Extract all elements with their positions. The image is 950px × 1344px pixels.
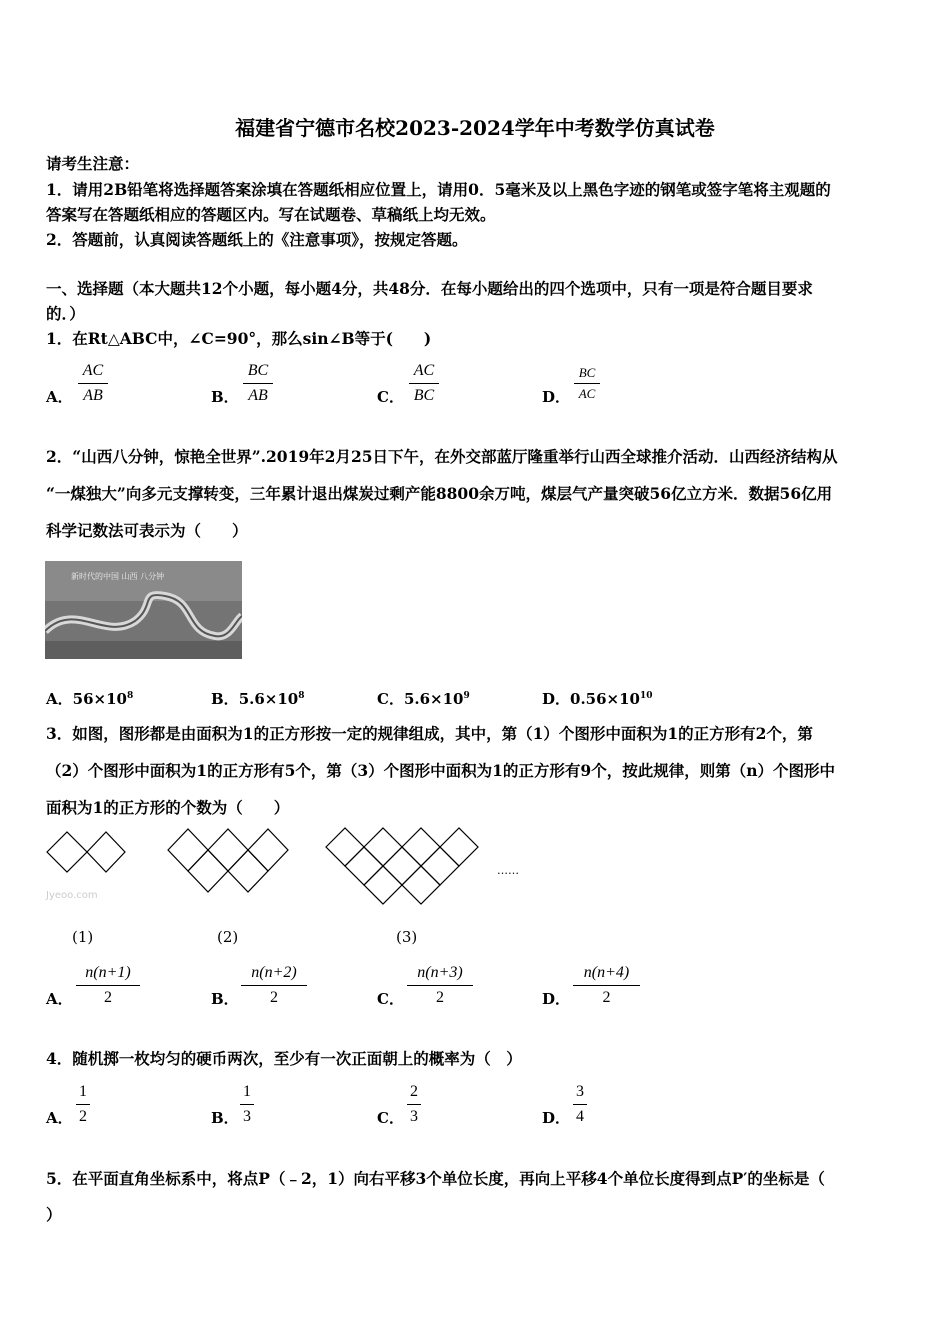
watermark: Jyeoo.com xyxy=(46,890,98,901)
q2-line-3: 科学记数法可表示为（ ） xyxy=(46,521,248,540)
q2-option-b: B．$5.6\times 10^8$ xyxy=(211,690,305,708)
q3-option-a-label: A． xyxy=(46,990,73,1008)
q4-option-a-fraction: 1 2 xyxy=(76,1081,90,1128)
q1-option-c-label: C． xyxy=(377,388,404,406)
q4-option-b-fraction: 1 3 xyxy=(240,1081,254,1128)
q2-option-c: C．$5.6\times 10^9$ xyxy=(377,690,470,708)
figure-label-1: (1) xyxy=(72,928,94,946)
q3-line-2: （2）个图形中面积为1的正方形有5个，第（3）个图形中面积为1的正方形有9个，按此规律，则第（n）个图形中 xyxy=(46,761,835,780)
q2-option-a: A．$56\times 10^8$ xyxy=(46,690,134,708)
section-heading-line-1: 一、选择题（本大题共12个小题，每小题4分，共48分．在每小题给出的四个选项中，只有一项是符合题目要求 xyxy=(46,279,813,298)
q1-option-b-fraction: BC AB xyxy=(243,360,273,407)
notice-line-2: 答案写在答题纸相应的答题区内。写在试题卷、草稿纸上均无效。 xyxy=(46,205,496,224)
q1-option-c-fraction: AC BC xyxy=(409,360,439,407)
q4-option-a-label: A． xyxy=(46,1109,73,1127)
q3-option-c-fraction: n(n+3) 2 xyxy=(407,962,473,1009)
q3-line-3: 面积为1的正方形的个数为（ ） xyxy=(46,798,290,817)
q1-stem: 1．在Rt△ABC中，∠C=90°，那么sin∠B等于( ) xyxy=(46,329,432,348)
page-title: 福建省宁德市名校2023-2024学年中考数学仿真试卷 xyxy=(235,116,715,140)
q1-option-d-label: D． xyxy=(542,388,571,406)
q3-option-b-fraction: n(n+2) 2 xyxy=(241,962,307,1009)
q4-option-d-label: D． xyxy=(542,1109,571,1127)
q1-option-d-fraction: BC AC xyxy=(574,364,600,403)
q2-option-d: D．$0.56\times 10^{10}$ xyxy=(542,690,653,708)
q5-line-1: 5．在平面直角坐标系中，将点P（﹣2，1）向右平移3个单位长度，再向上平移4个单位长度得到点P′的坐标是（ xyxy=(46,1169,825,1188)
q3-option-b-label: B． xyxy=(211,990,239,1008)
figure-label-2: (2) xyxy=(217,928,239,946)
shanxi-promo-photo xyxy=(45,561,242,659)
photo-caption: 新时代的中国 山西 八分钟 xyxy=(71,572,165,581)
q3-line-1: 3．如图，图形都是由面积为1的正方形按一定的规律组成，其中，第（1）个图形中面积为1的正方形有2个，第 xyxy=(46,724,813,743)
q2-line-1: 2．“山西八分钟，惊艳全世界”.2019年2月25日下午，在外交部蓝厅隆重举行山西全球推介活动．山西经济结构从 xyxy=(46,447,838,466)
notice-line-1: 1．请用2B铅笔将选择题答案涂填在答题纸相应位置上，请用0．5毫米及以上黑色字迹的钢笔或签字笔将主观题的 xyxy=(46,180,831,199)
q1-option-b-label: B． xyxy=(211,388,239,406)
square-pattern-figure xyxy=(40,822,540,917)
q3-option-c-label: C． xyxy=(377,990,404,1008)
q3-option-a-fraction: n(n+1) 2 xyxy=(76,962,140,1009)
q4-stem: 4．随机掷一枚均匀的硬币两次，至少有一次正面朝上的概率为（ ） xyxy=(46,1049,522,1068)
notice-heading: 请考生注意： xyxy=(46,154,140,173)
q1-option-a-fraction: AC AB xyxy=(78,360,108,407)
q1-option-a-label: A． xyxy=(46,388,73,406)
q4-option-d-fraction: 3 4 xyxy=(573,1081,587,1128)
q3-option-d-fraction: n(n+4) 2 xyxy=(573,962,640,1009)
notice-line-3: 2．答题前，认真阅读答题纸上的《注意事项》，按规定答题。 xyxy=(46,230,468,249)
figure-label-3: (3) xyxy=(396,928,418,946)
section-heading-line-2: 的．） xyxy=(46,304,85,323)
figure-ellipsis: …… xyxy=(497,864,519,877)
q3-option-d-label: D． xyxy=(542,990,571,1008)
q4-option-c-fraction: 2 3 xyxy=(407,1081,421,1128)
q4-option-b-label: B． xyxy=(211,1109,239,1127)
q2-line-2: “一煤独大”向多元支撑转变，三年累计退出煤炭过剩产能8800余万吨，煤层气产量突破56亿立方米．数据56亿用 xyxy=(46,484,833,503)
q4-option-c-label: C． xyxy=(377,1109,404,1127)
q5-line-2: ） xyxy=(46,1205,62,1224)
